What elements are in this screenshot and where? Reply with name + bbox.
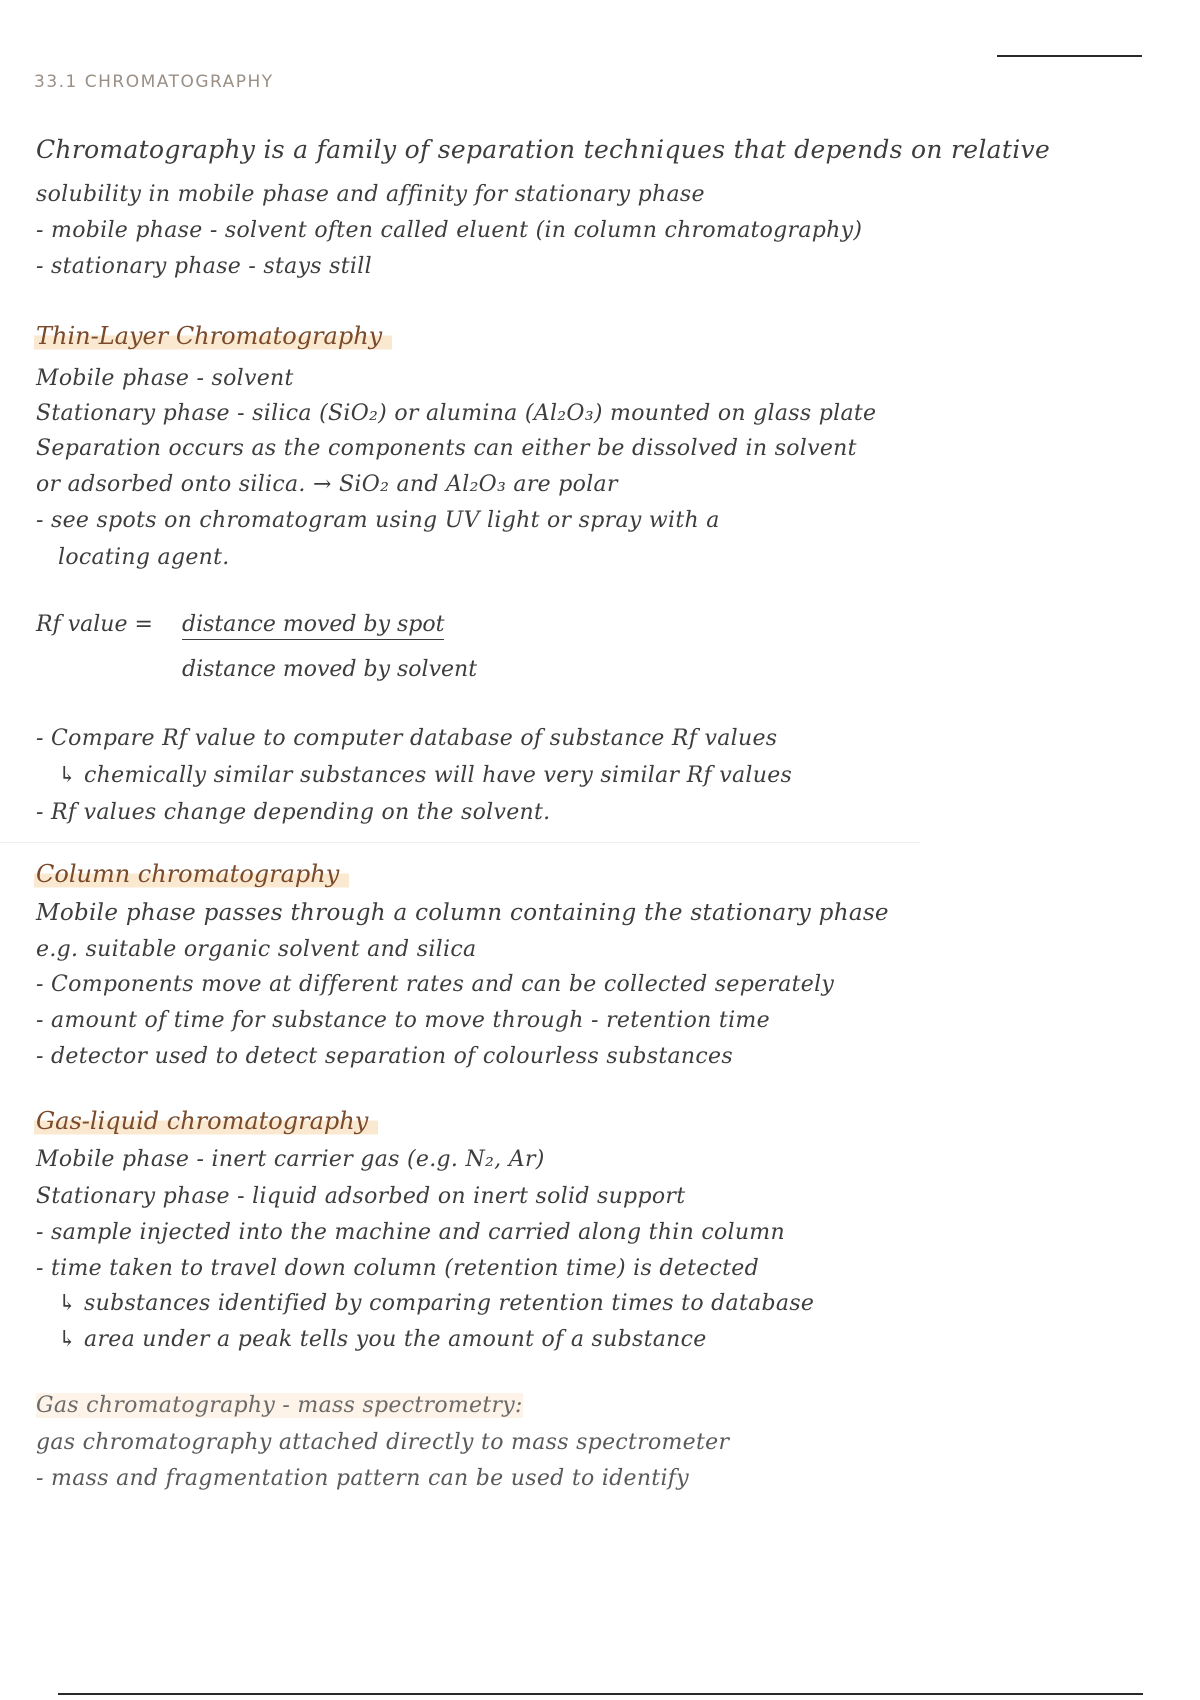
tlc-line-3: Separation occurs as the components can either be dissolved in solvent: [36, 436, 857, 461]
column-line-5: - detector used to detect separation of colourless substances: [36, 1044, 733, 1069]
glc-line-3: - sample injected into the machine and carried along thin column: [36, 1220, 785, 1245]
tlc-line-5: - see spots on chromatogram using UV light or spray with a: [36, 508, 720, 533]
page-header: 33.1 CHROMATOGRAPHY: [34, 72, 274, 92]
tlc-after-line-3: - Rf values change depending on the solvent.: [36, 800, 551, 825]
top-rule: [997, 55, 1142, 57]
tlc-line-6: locating agent.: [58, 545, 230, 570]
tlc-after-line-1: - Compare Rf value to computer database of substance Rf values: [36, 726, 778, 751]
glc-line-2: Stationary phase - liquid adsorbed on inert solid support: [36, 1184, 686, 1209]
intro-line-4: - stationary phase - stays still: [36, 254, 372, 279]
glc-line-4: - time taken to travel down column (retention time) is detected: [36, 1256, 760, 1281]
glc-line-6: ↳ area under a peak tells you the amount of a substance: [58, 1327, 707, 1352]
tlc-after-line-2: ↳ chemically similar substances will have very similar Rf values: [58, 763, 793, 788]
section-divider: [0, 842, 920, 843]
glc-line-5: ↳ substances identified by comparing retention times to database: [58, 1291, 815, 1316]
tlc-heading: Thin-Layer Chromatography: [34, 322, 392, 352]
column-line-4: - amount of time for substance to move through - retention time: [36, 1008, 770, 1033]
tlc-line-1: Mobile phase - solvent: [36, 366, 294, 391]
intro-line-3: - mobile phase - solvent often called eluent (in column chromatography): [36, 218, 863, 243]
intro-line-2: solubility in mobile phase and affinity for stationary phase: [36, 182, 705, 207]
glc-heading: Gas-liquid chromatography: [34, 1107, 378, 1137]
rf-denominator: distance moved by solvent: [182, 657, 478, 682]
column-line-1: Mobile phase passes through a column containing the stationary phase: [36, 900, 889, 926]
gcms-line-2: - mass and fragmentation pattern can be used to identify: [36, 1466, 689, 1491]
gcms-heading: Gas chromatography - mass spectrometry:: [36, 1393, 523, 1418]
glc-line-1: Mobile phase - inert carrier gas (e.g. N₂, Ar): [36, 1147, 545, 1172]
bottom-rule: [58, 1693, 1143, 1695]
tlc-line-4: or adsorbed onto silica. → SiO₂ and Al₂O₃ are polar: [36, 472, 618, 497]
column-line-2: e.g. suitable organic solvent and silica: [36, 937, 477, 962]
tlc-line-2: Stationary phase - silica (SiO₂) or alumina (Al₂O₃) mounted on glass plate: [36, 401, 877, 426]
gcms-line-1: gas chromatography attached directly to mass spectrometer: [36, 1430, 730, 1455]
column-heading: Column chromatography: [34, 860, 349, 890]
rf-numerator: distance moved by spot: [182, 612, 444, 640]
intro-line-1: Chromatography is a family of separation techniques that depends on relative: [36, 135, 1051, 164]
rf-label: Rf value =: [36, 612, 153, 637]
column-line-3: - Components move at different rates and can be collected seperately: [36, 972, 835, 997]
